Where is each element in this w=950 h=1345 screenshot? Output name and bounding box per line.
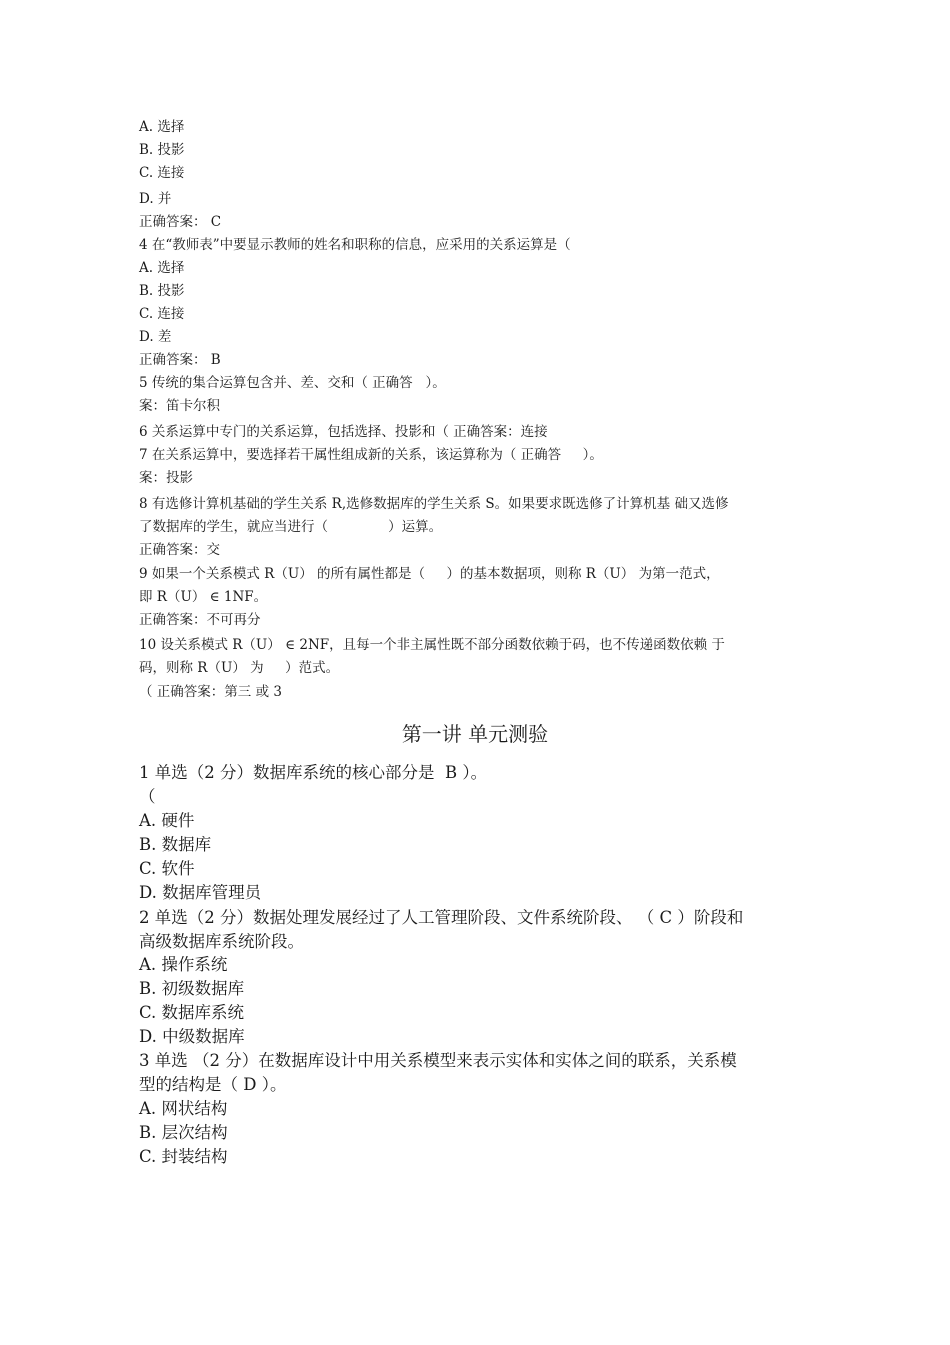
question-line: 即 R（U） ∈ 1NF。 — [139, 589, 268, 605]
option-line: C. 软件 — [139, 859, 195, 878]
question-line: 2 单选（2 分）数据处理发展经过了人工管理阶段、文件系统阶段、 （ C ）阶段和 — [139, 908, 744, 927]
option-line: C. 连接 — [139, 165, 185, 181]
option-line: C. 数据库系统 — [139, 1003, 245, 1022]
answer-line: 正确答案：不可再分 — [139, 612, 261, 628]
question-line: 3 单选 （2 分）在数据库设计中用关系模型来表示实体和实体之间的联系，关系模 — [139, 1051, 737, 1070]
option-line: A. 网状结构 — [139, 1099, 228, 1118]
option-line: B. 投影 — [139, 142, 185, 158]
option-line: B. 投影 — [139, 283, 185, 299]
option-line: C. 封装结构 — [139, 1147, 228, 1166]
option-line: B. 层次结构 — [139, 1123, 228, 1142]
question-line: 5 传统的集合运算包含并、差、交和（ 正确答 ）。 — [139, 375, 446, 391]
option-line: A. 硬件 — [139, 811, 195, 830]
question-line: （ — [139, 787, 156, 806]
section-title: 第一讲 单元测验 — [401, 722, 549, 746]
question-line: 高级数据库系统阶段。 — [139, 932, 304, 951]
answer-line: 案：笛卡尔积 — [139, 398, 220, 414]
option-line: B. 初级数据库 — [139, 979, 245, 998]
answer-line: 案：投影 — [139, 470, 193, 486]
question-line: 9 如果一个关系模式 R（U） 的所有属性都是（ ）的基本数据项，则称 R（U） 为第一范式， — [139, 566, 720, 582]
answer-line: 正确答案：交 — [139, 542, 220, 558]
option-line: D. 数据库管理员 — [139, 883, 262, 902]
option-line: D. 并 — [139, 191, 172, 207]
question-line: 6 关系运算中专门的关系运算，包括选择、投影和（ 正确答案：连接 — [139, 424, 548, 440]
question-line: 型的结构是（ D ）。 — [139, 1075, 287, 1094]
question-line: 1 单选（2 分）数据库系统的核心部分是 B ）。 — [139, 763, 488, 782]
option-line: A. 操作系统 — [139, 955, 228, 974]
option-line: D. 差 — [139, 329, 172, 345]
option-line: D. 中级数据库 — [139, 1027, 245, 1046]
option-line: C. 连接 — [139, 306, 185, 322]
answer-line: 正确答案： B — [139, 352, 221, 368]
question-line: 10 设关系模式 R（U） ∈ 2NF，且每一个非主属性既不部分函数依赖于码，也不传递函数依赖 于 — [139, 637, 725, 653]
question-line: 4 在“教师表”中要显示教师的姓名和职称的信息，应采用的关系运算是（ — [139, 237, 571, 253]
answer-line: 正确答案： C — [139, 214, 222, 230]
question-line: 码，则称 R（U） 为 ）范式。 — [139, 660, 340, 676]
option-line: B. 数据库 — [139, 835, 212, 854]
option-line: A. 选择 — [139, 119, 185, 135]
question-line: 了数据库的学生，就应当进行（ ）运算。 — [139, 519, 443, 535]
question-line: 7 在关系运算中，要选择若干属性组成新的关系，该运算称为（ 正确答 ）。 — [139, 447, 603, 463]
option-line: A. 选择 — [139, 260, 185, 276]
answer-line: （ 正确答案：第三 或 3 — [139, 684, 282, 700]
question-line: 8 有选修计算机基础的学生关系 R,选修数据库的学生关系 S。如果要求既选修了计算机基 础又选修 — [139, 496, 729, 512]
